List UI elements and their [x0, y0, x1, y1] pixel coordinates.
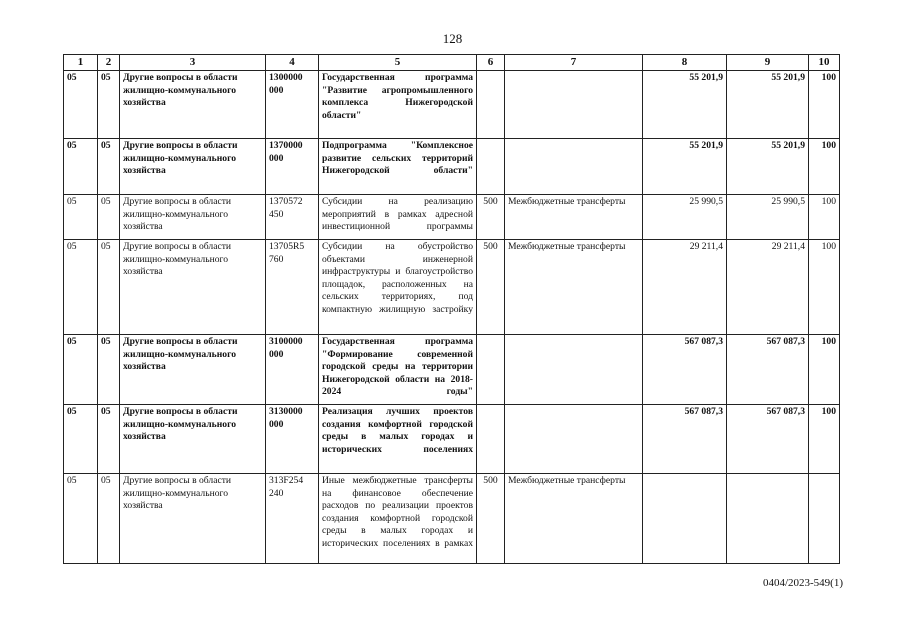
planned-amount: 567 087,3: [643, 335, 727, 405]
section-name: Другие вопросы в области жилищно-коммунального хозяйства: [120, 335, 266, 405]
expense-type-code: 500: [477, 474, 505, 564]
table-row: [64, 405, 840, 474]
expense-type-name: Межбюджетные трансферты: [505, 474, 643, 564]
target-code: 3130000 000: [266, 405, 319, 474]
actual-amount: 29 211,4: [727, 240, 809, 335]
expense-type-name: Межбюджетные трансферты: [505, 195, 643, 240]
table-row: [64, 139, 840, 195]
subsection-code: 05: [98, 71, 120, 139]
section-name: Другие вопросы в области жилищно-коммунального хозяйства: [120, 71, 266, 139]
target-code: 3100000 000: [266, 335, 319, 405]
expense-type-name: [505, 405, 643, 474]
column-header: 10: [809, 55, 840, 71]
expense-type-code: [477, 335, 505, 405]
column-header: 6: [477, 55, 505, 71]
document-code: 0404/2023-549(1): [762, 577, 843, 589]
expense-type-name: Межбюджетные трансферты: [505, 240, 643, 335]
expense-type-name: [505, 71, 643, 139]
column-header: 1: [64, 55, 98, 71]
column-header: 7: [505, 55, 643, 71]
item-name: Подпрограмма "Комплексное развитие сельских территорий Нижегородской области": [319, 139, 477, 195]
budget-table: [63, 54, 840, 564]
expense-type-code: 500: [477, 195, 505, 240]
expense-type-name: [505, 139, 643, 195]
item-name: Субсидии на реализацию мероприятий в рамках адресной инвестиционной программы: [319, 195, 477, 240]
subsection-code: 05: [98, 405, 120, 474]
planned-amount: 55 201,9: [643, 71, 727, 139]
planned-amount: 25 990,5: [643, 195, 727, 240]
actual-amount: 567 087,3: [727, 405, 809, 474]
section-code: 05: [64, 195, 98, 240]
table-row: [64, 335, 840, 405]
section-code: 05: [64, 240, 98, 335]
section-name: Другие вопросы в области жилищно-коммунального хозяйства: [120, 474, 266, 564]
section-code: 05: [64, 405, 98, 474]
subsection-code: 05: [98, 139, 120, 195]
target-code: 1300000 000: [266, 71, 319, 139]
execution-percent: 100: [809, 405, 840, 474]
subsection-code: 05: [98, 195, 120, 240]
execution-percent: 100: [809, 139, 840, 195]
column-header: 5: [319, 55, 477, 71]
section-code: 05: [64, 71, 98, 139]
expense-type-code: [477, 71, 505, 139]
actual-amount: [727, 474, 809, 564]
actual-amount: 25 990,5: [727, 195, 809, 240]
header-row: [64, 55, 840, 71]
item-name: Иные межбюджетные трансферты на финансовое обеспечение расходов по реализации проектов создания комфортной городской среды в малых городах и исторических поселениях в рамках: [319, 474, 477, 564]
section-name: Другие вопросы в области жилищно-коммунального хозяйства: [120, 139, 266, 195]
section-name: Другие вопросы в области жилищно-коммунального хозяйства: [120, 240, 266, 335]
section-code: 05: [64, 335, 98, 405]
planned-amount: 29 211,4: [643, 240, 727, 335]
subsection-code: 05: [98, 474, 120, 564]
expense-type-name: [505, 335, 643, 405]
planned-amount: 567 087,3: [643, 405, 727, 474]
section-name: Другие вопросы в области жилищно-коммунального хозяйства: [120, 405, 266, 474]
page-number: 128: [442, 31, 463, 46]
expense-type-code: 500: [477, 240, 505, 335]
section-code: 05: [64, 139, 98, 195]
column-header: 3: [120, 55, 266, 71]
item-name: Субсидии на обустройство объектами инженерной инфраструктуры и благоустройство площадок, расположенных на сельских территориях, под компактную жилищную застройку: [319, 240, 477, 335]
column-header: 8: [643, 55, 727, 71]
target-code: 313F254 240: [266, 474, 319, 564]
table-row: [64, 195, 840, 240]
table-row: [64, 474, 840, 564]
expense-type-code: [477, 139, 505, 195]
subsection-code: 05: [98, 335, 120, 405]
table-row: [64, 71, 840, 139]
planned-amount: [643, 474, 727, 564]
item-name: Государственная программа "Формирование современной городской среды на территории Нижегородской области на 2018-2024 годы": [319, 335, 477, 405]
table-row: [64, 240, 840, 335]
execution-percent: 100: [809, 335, 840, 405]
execution-percent: 100: [809, 240, 840, 335]
subsection-code: 05: [98, 240, 120, 335]
item-name: Реализация лучших проектов создания комфортной городской среды в малых городах и исторических поселениях: [319, 405, 477, 474]
column-header: 4: [266, 55, 319, 71]
section-code: 05: [64, 474, 98, 564]
column-header: 2: [98, 55, 120, 71]
target-code: 13705R5 760: [266, 240, 319, 335]
execution-percent: [809, 474, 840, 564]
planned-amount: 55 201,9: [643, 139, 727, 195]
target-code: 1370572 450: [266, 195, 319, 240]
target-code: 1370000 000: [266, 139, 319, 195]
column-header: 9: [727, 55, 809, 71]
execution-percent: 100: [809, 195, 840, 240]
actual-amount: 567 087,3: [727, 335, 809, 405]
item-name: Государственная программа "Развитие агропромышленного комплекса Нижегородской области": [319, 71, 477, 139]
execution-percent: 100: [809, 71, 840, 139]
actual-amount: 55 201,9: [727, 139, 809, 195]
actual-amount: 55 201,9: [727, 71, 809, 139]
section-name: Другие вопросы в области жилищно-коммунального хозяйства: [120, 195, 266, 240]
expense-type-code: [477, 405, 505, 474]
